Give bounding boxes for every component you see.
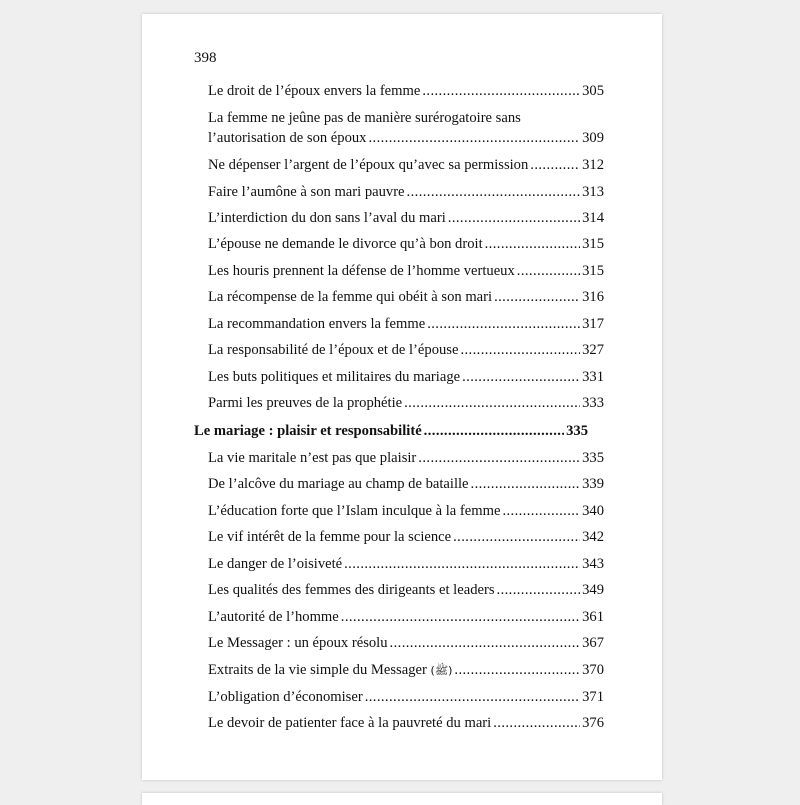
toc-entry xyxy=(208,713,604,733)
toc-entry xyxy=(208,314,604,334)
toc-entry xyxy=(208,501,604,521)
entry-title: De l’alcôve du mariage au champ de bataille xyxy=(208,476,469,492)
entry-title: La récompense de la femme qui obéit à son mari xyxy=(208,289,493,305)
section-page: 335 xyxy=(566,423,588,439)
entry-title: L’autorité de l’homme xyxy=(208,609,339,625)
toc-entry xyxy=(208,155,604,175)
entry-page: 314 xyxy=(582,210,604,226)
dot-leader xyxy=(427,314,580,334)
entry-title: L’épouse ne demande le divorce qu’à bon droit xyxy=(208,236,483,252)
dot-leader xyxy=(497,580,581,600)
entry-page: 339 xyxy=(582,476,604,492)
entry-title: Les qualités des femmes des dirigeants et leaders xyxy=(208,582,495,598)
dot-leader xyxy=(365,687,580,707)
dot-leader xyxy=(424,421,564,441)
entry-page: 340 xyxy=(582,503,604,519)
dot-leader xyxy=(517,261,580,281)
entry-page: 305 xyxy=(582,83,604,99)
dot-leader xyxy=(453,527,580,547)
entry-page: 309 xyxy=(582,130,604,146)
dot-leader xyxy=(344,554,580,574)
dot-leader xyxy=(454,660,580,680)
toc-entry xyxy=(208,287,604,307)
dot-leader xyxy=(471,474,581,494)
entry-title: Parmi les preuves de la prophétie xyxy=(208,395,403,411)
entry-page: 367 xyxy=(582,635,604,651)
toc-entry xyxy=(208,660,604,681)
entry-page: 361 xyxy=(582,609,604,625)
entry-page: 333 xyxy=(582,395,604,411)
toc-entry xyxy=(208,633,604,653)
dot-leader xyxy=(502,501,580,521)
toc-entry xyxy=(208,108,604,148)
toc-entry xyxy=(208,554,604,574)
entry-title: Faire l’aumône à son mari pauvre xyxy=(208,184,405,200)
entry-title: l’autorisation de son époux xyxy=(208,130,367,146)
entry-title: Extraits de la vie simple du Messager xyxy=(208,662,427,678)
dot-leader xyxy=(390,633,581,653)
toc-entry xyxy=(208,607,604,627)
toc-entry xyxy=(208,687,604,707)
dot-leader xyxy=(418,448,580,468)
entry-title: Ne dépenser l’argent de l’époux qu’avec sa permission xyxy=(208,157,529,173)
entry-title: La responsabilité de l’époux et de l’épouse xyxy=(208,342,459,358)
entry-title: La vie maritale n’est pas que plaisir xyxy=(208,450,417,466)
toc-entry xyxy=(208,261,604,281)
entry-page: 371 xyxy=(582,689,604,705)
entry-page: 315 xyxy=(582,263,604,279)
dot-leader xyxy=(460,340,580,360)
entry-title: Le danger de l’oisiveté xyxy=(208,556,343,572)
entry-page: 313 xyxy=(582,184,604,200)
toc-entry xyxy=(208,182,604,202)
dot-leader xyxy=(404,393,580,413)
entry-page: 312 xyxy=(582,157,604,173)
toc-entry xyxy=(208,393,604,413)
entry-page: 335 xyxy=(582,450,604,466)
toc-section-heading xyxy=(194,421,588,441)
entry-page: 376 xyxy=(582,715,604,731)
entry-page: 343 xyxy=(582,556,604,572)
entry-page: 317 xyxy=(582,316,604,332)
entry-title: L’éducation forte que l’Islam inculque à la femme xyxy=(208,503,501,519)
page-number: 398 xyxy=(194,50,217,66)
toc-entry xyxy=(208,474,604,494)
entry-title: Les houris prennent la défense de l’homme vertueux xyxy=(208,263,515,279)
arabic-salutation: (ﷺ) xyxy=(430,664,453,677)
dot-leader xyxy=(448,208,580,228)
toc-entry xyxy=(208,367,604,387)
dot-leader xyxy=(422,81,580,101)
dot-leader xyxy=(368,128,580,148)
entry-title: L’obligation d’économiser xyxy=(208,689,363,705)
entry-page: 315 xyxy=(582,236,604,252)
entry-page: 370 xyxy=(582,662,604,678)
toc-entry xyxy=(208,208,604,228)
dot-leader xyxy=(407,182,581,202)
entry-page: 316 xyxy=(582,289,604,305)
toc-entry xyxy=(208,448,604,468)
entry-title-line1: La femme ne jeûne pas de manière surérogatoire sans xyxy=(208,110,521,126)
toc-entry xyxy=(208,81,604,101)
entry-title: L’interdiction du don sans l’aval du mari xyxy=(208,210,446,226)
dot-leader xyxy=(462,367,580,387)
entry-title: Le devoir de patienter face à la pauvreté du mari xyxy=(208,715,492,731)
entry-title: Le Messager : un époux résolu xyxy=(208,635,388,651)
entry-page: 331 xyxy=(582,369,604,385)
dot-leader xyxy=(494,287,580,307)
entry-page: 349 xyxy=(582,582,604,598)
dot-leader xyxy=(485,234,580,254)
dot-leader xyxy=(493,713,580,733)
entry-title: Les buts politiques et militaires du mariage xyxy=(208,369,461,385)
next-page-edge xyxy=(142,793,662,805)
dot-leader xyxy=(341,607,580,627)
book-page xyxy=(142,14,662,780)
toc-entry xyxy=(208,527,604,547)
entry-title: Le droit de l’époux envers la femme xyxy=(208,83,421,99)
entry-page: 342 xyxy=(582,529,604,545)
toc-entry xyxy=(208,234,604,254)
toc-entry xyxy=(208,580,604,600)
dot-leader xyxy=(530,155,580,175)
toc-entry xyxy=(208,340,604,360)
section-title: Le mariage : plaisir et responsabilité xyxy=(194,423,422,439)
entry-page: 327 xyxy=(582,342,604,358)
entry-title: Le vif intérêt de la femme pour la science xyxy=(208,529,452,545)
entry-title: La recommandation envers la femme xyxy=(208,316,426,332)
